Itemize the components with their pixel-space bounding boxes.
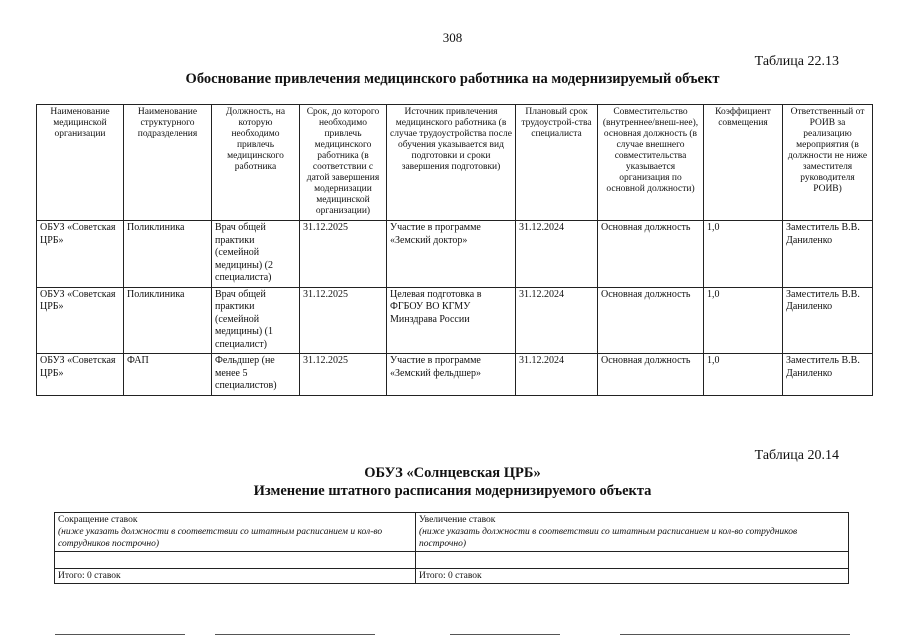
empty-cell	[55, 552, 416, 569]
cell-combination: Основная должность	[598, 221, 704, 288]
cell-source: Целевая подготовка в ФГБОУ ВО КГМУ Минздрава России	[387, 287, 516, 354]
header-combination: Совместительство (внутреннее/внеш-нее), основная должность (в случае внешнего совместительства указывается организация по основной должности)	[598, 105, 704, 221]
cell-planned-date: 31.12.2024	[516, 354, 598, 396]
cell-coefficient: 1,0	[704, 354, 783, 396]
cell-deadline: 31.12.2025	[300, 221, 387, 288]
header-organization: Наименование медицинской организации	[37, 105, 124, 221]
cell-department: Поликлиника	[124, 221, 212, 288]
increase-column-header	[416, 513, 849, 552]
cell-source: Участие в программе «Земский доктор»	[387, 221, 516, 288]
cell-responsible: Заместитель В.В. Даниленко	[783, 221, 873, 288]
header-position: Должность, на которую необходимо привлечь медицинского работника	[212, 105, 300, 221]
header-planned-date: Плановый срок трудоустрой-ства специалиста	[516, 105, 598, 221]
cell-responsible: Заместитель В.В. Даниленко	[783, 287, 873, 354]
page-number: 308	[442, 30, 463, 45]
reduction-note: (ниже указать должности в соответствии со штатным расписанием и кол-во сотрудников построчно)	[58, 527, 383, 549]
cell-deadline: 31.12.2025	[300, 287, 387, 354]
header-responsible: Ответственный от РОИВ за реализацию мероприятия (в должности не ниже заместителя руководителя РОИВ)	[783, 105, 873, 221]
table-row	[37, 287, 873, 354]
cell-department: Поликлиника	[124, 287, 212, 354]
table-label: Таблица 20.14	[754, 448, 839, 463]
header-deadline: Срок, до которого необходимо привлечь медицинского работника (в соответствии с датой завершения модернизации медицинской организации)	[300, 105, 387, 221]
staff-schedule-change-table	[54, 512, 849, 584]
increase-total: Итого: 0 ставок	[416, 569, 849, 584]
reduction-heading: Сокращение ставок	[58, 515, 138, 525]
cell-organization: ОБУЗ «Советская ЦРБ»	[37, 354, 124, 396]
header-department: Наименование структурного подразделения	[124, 105, 212, 221]
cell-position: Врач общей практики (семейной медицины) (1 специалист)	[212, 287, 300, 354]
cell-coefficient: 1,0	[704, 287, 783, 354]
footer-rule	[620, 634, 850, 635]
table-title: ОБУЗ «Солнцевская ЦРБ»	[364, 465, 541, 481]
cell-combination: Основная должность	[598, 354, 704, 396]
table-row	[55, 552, 849, 569]
increase-note: (ниже указать должности в соответствии со штатным расписанием и кол-во сотрудников построчно)	[419, 527, 798, 549]
cell-deadline: 31.12.2025	[300, 354, 387, 396]
cell-organization: ОБУЗ «Советская ЦРБ»	[37, 287, 124, 354]
table-header-row	[55, 513, 849, 552]
cell-department: ФАП	[124, 354, 212, 396]
increase-heading: Увеличение ставок	[419, 515, 496, 525]
footer-rule	[55, 634, 185, 635]
reduction-total: Итого: 0 ставок	[55, 569, 416, 584]
footer-rule	[215, 634, 375, 635]
table-row	[37, 221, 873, 288]
cell-position: Фельдшер (не менее 5 специалистов)	[212, 354, 300, 396]
total-row	[55, 569, 849, 584]
table-subtitle: Изменение штатного расписания модернизируемого объекта	[253, 483, 652, 499]
cell-planned-date: 31.12.2024	[516, 287, 598, 354]
footer-rule	[450, 634, 560, 635]
empty-cell	[416, 552, 849, 569]
header-coefficient: Коэффициент совмещения	[704, 105, 783, 221]
table-label: Таблица 22.13	[754, 54, 839, 69]
cell-combination: Основная должность	[598, 287, 704, 354]
cell-source: Участие в программе «Земский фельдшер»	[387, 354, 516, 396]
table-header-row	[37, 105, 873, 221]
header-source: Источник привлечения медицинского работника (в случае трудоустройства после обучения указывается вид подготовки и сроки завершения подготовки)	[387, 105, 516, 221]
cell-planned-date: 31.12.2024	[516, 221, 598, 288]
reduction-column-header	[55, 513, 416, 552]
table-title: Обоснование привлечения медицинского работника на модернизируемый объект	[185, 71, 720, 87]
cell-organization: ОБУЗ «Советская ЦРБ»	[37, 221, 124, 288]
cell-coefficient: 1,0	[704, 221, 783, 288]
cell-responsible: Заместитель В.В. Даниленко	[783, 354, 873, 396]
table-row	[37, 354, 873, 396]
cell-position: Врач общей практики (семейной медицины) (2 специалиста)	[212, 221, 300, 288]
staffing-justification-table	[36, 104, 873, 396]
